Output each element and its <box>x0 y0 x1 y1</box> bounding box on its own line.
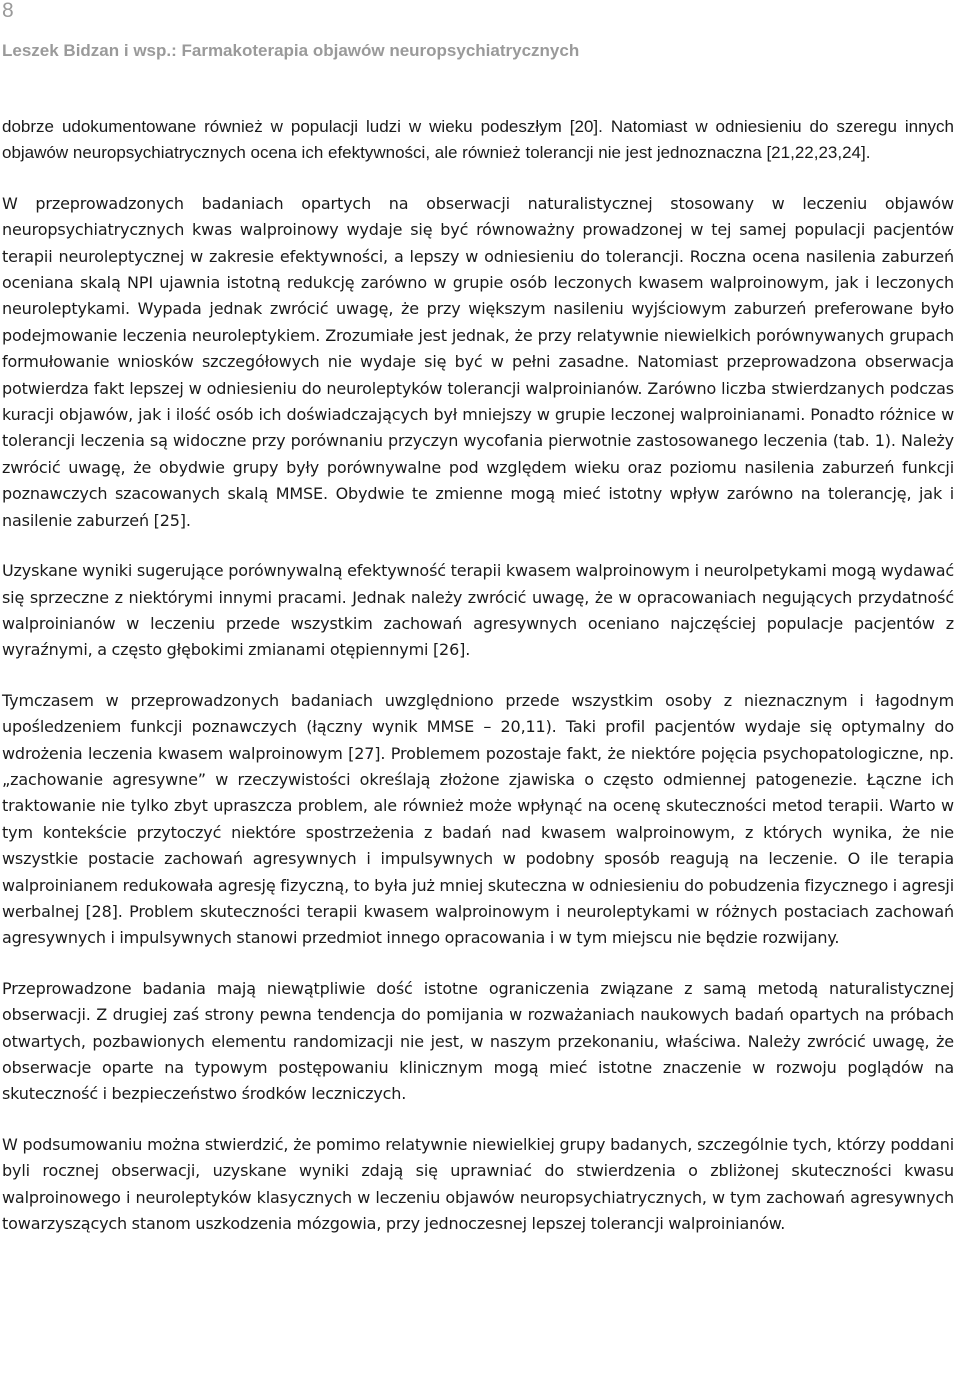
paragraph: W podsumowaniu można stwierdzić, że pomimo relatywnie niewielkiej grupy badanych, szczególnie tych, którzy poddani byli rocznej obserwacji, uzyskane wyniki zdają się uprawniać do stwierdzenia o zbliżonej skuteczności kwasu walproinowego i neuroleptyków klasycznych w leczeniu objawów neuropsychiatrycznych, w tym zachowań agresywnych towarzyszących stanom uszkodzenia mózgowia, przy jednoczesnej lepszej tolerancji walproinianów. <box>2 1134 954 1234</box>
paragraph: dobrze udokumentowane również w populacji ludzi w wieku podeszłym [20]. Natomiast w odniesieniu do szeregu innych objawów neuropsychiatrycznych ocena ich efektywności, ale również tolerancji nie jest jednoznaczna [21,22,23,24]. <box>2 117 954 163</box>
paragraph: Uzyskane wyniki sugerujące porównywalną efektywność terapii kwasem walproinowym i neurolpetykami mogą wydawać się sprzeczne z niektórymi innymi pracami. Jednak należy zwrócić uwagę, że w opracowaniach negujących przydatność walproinianów w leczeniu przede wszystkim zachowań agresywnych oceniano najczęściej populacje pacjentów z wyraźnymi, a często głębokimi zmianami otępiennymi [26]. <box>2 561 954 660</box>
article-body <box>2 114 954 1261</box>
page-number: 8 <box>2 0 14 22</box>
paragraph: Przeprowadzone badania mają niewątpliwie dość istotne ograniczenia związane z samą metodą naturalistycznej obserwacji. Z drugiej zaś strony pewna tendencja do pomijania w rozważaniach naukowych badań opartych na próbach otwartych, pozbawionych elementu randomizacji nie jest, w naszym przekonaniu, właściwa. Należy zwrócić uwagę, że obserwacje oparte na typowym postępowaniu klinicznym mogą mieć istotne znaczenie w rozwoju poglądów na skuteczność i bezpieczeństwo środków leczniczych. <box>2 978 954 1104</box>
running-header: Leszek Bidzan i wsp.: Farmakoterapia objawów neuropsychiatrycznych <box>2 41 580 60</box>
paragraph: W przeprowadzonych badaniach opartych na obserwacji naturalistycznej stosowany w leczeniu objawów neuropsychiatrycznych kwas walproinowy wydaje się być równoważny prowadzonej w tej samej populacji pacjentów terapii neuroleptycznej w zakresie efektywności, a lepszy w odniesieniu do tolerancji. Roczna ocena nasilenia zaburzeń oceniana skalą NPI ujawnia istotną redukcję zarówno w grupie osób leczonych kwasem walproinowym, jak i leczonych neuroleptykami. Wypada jednak zwrócić uwagę, że przy większym nasileniu wyjściowym zaburzeń preferowane było podejmowanie leczenia neuroleptykiem. Zrozumiałe jest jednak, że przy relatywnie niewielkich porównywanych grupach formułowanie wniosków szczegółowych nie wydaje się być w pełni zasadne. Natomiast przeprowadzona obserwacja potwierdza fakt lepszej w odniesieniu do neuroleptyków tolerancji walproinianów. Zarówno liczba stwierdzanych podczas kuracji objawów, jak i ilość osób ich doświadczających był mniejszy w grupie leczonej walproinianami. Ponadto różnice w tolerancji leczenia są widoczne przy porównaniu przyczyn wycofania pierwotnie zastosowanego leczenia (tab. 1). Należy zwrócić uwagę, że obydwie grupy były porównywalne pod względem wieku oraz poziomu nasilenia zaburzeń funkcji poznawczych szacowanych skalą MMSE. Obydwie te zmienne mogą mieć istotny wpływ zarówno na tolerancję, jak i nasilenie zaburzeń [25]. <box>2 193 954 530</box>
paragraph: Tymczasem w przeprowadzonych badaniach uwzględniono przede wszystkim osoby z nieznacznym i łagodnym upośledzeniem funkcji poznawczych (łączny wynik MMSE – 20,11). Taki profil pacjentów wydaje się optymalny do wdrożenia leczenia kwasem walproinowym [27]. Problemem pozostaje fakt, że niektóre pojęcia psychopatologiczne, np. „zachowanie agresywne” w rzeczywistości określają złożone zjawiska o często odmiennej patogenezie. Łączne ich traktowanie nie tylko zbyt upraszcza problem, ale również może wpłynąć na ocenę skuteczności metod terapii. Warto w tym kontekście przytoczyć niektóre spostrzeżenia z badań nad kwasem walproinowym, z których wynika, że nie wszystkie postacie zachowań agresywnych i impulsywnych w podobny sposób reagują na leczenie. O ile terapia walproinianem redukowała agresję fizyczną, to była już mniej skuteczna w odniesieniu do pobudzenia fizycznego i agresji werbalnej [28]. Problem skuteczności terapii kwasem walproinowym i neuroleptykami w różnych postaciach zachowań agresywnych i impulsywnych stanowi przedmiot innego opracowania i w tym miejscu nie będzie rozwijany. <box>2 690 954 948</box>
